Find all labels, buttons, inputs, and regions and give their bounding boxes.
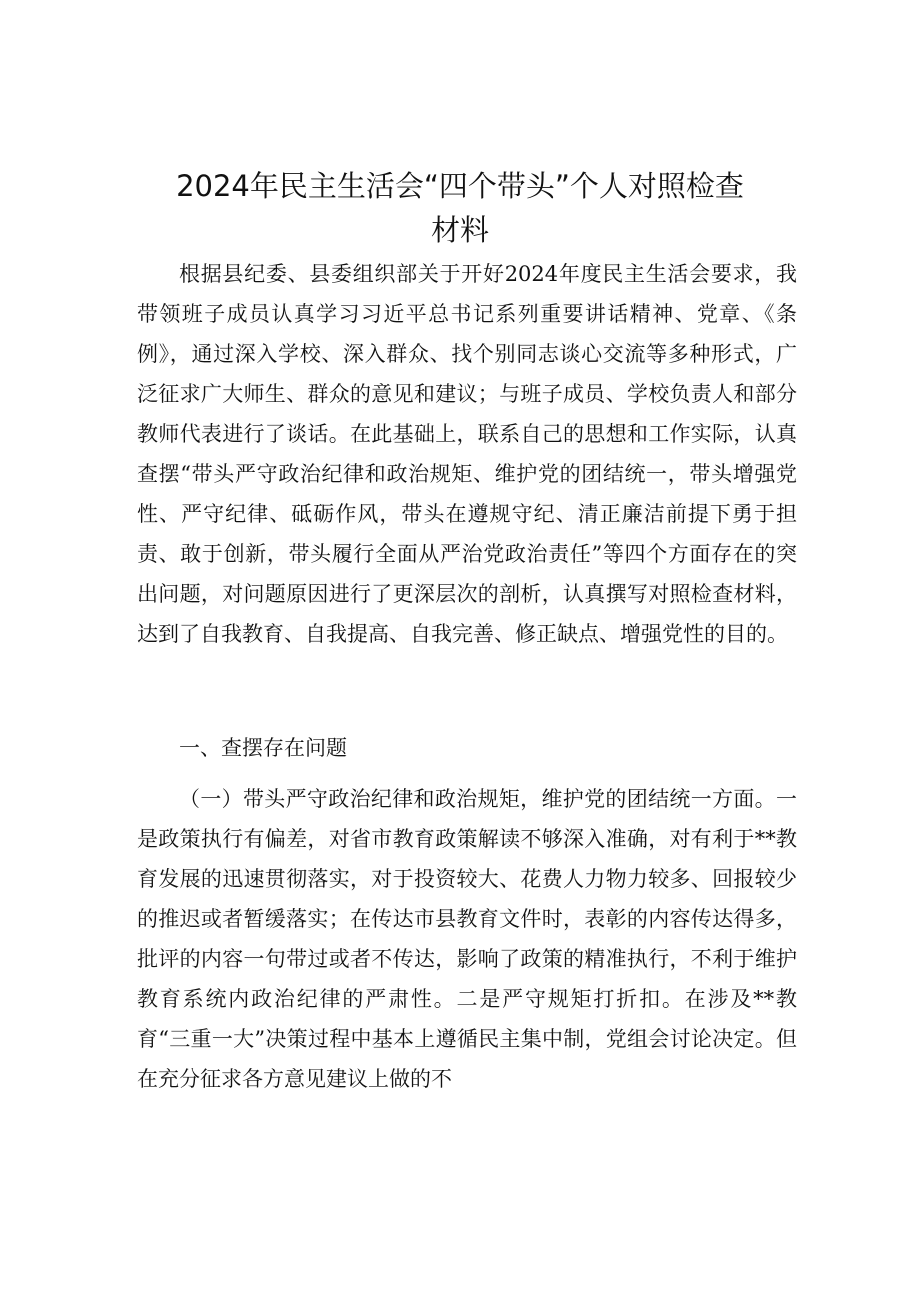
section-heading: 一、查摆存在问题 <box>179 736 347 760</box>
document-title-line-1: 2024年民主生活会“四个带头”个人对照检查 <box>176 169 744 203</box>
intro-paragraph: 根据县纪委、县委组织部关于开好2024年度民主生活会要求，我带领班子成员认真学习习近平总书记系列重要讲话精神、党章、《条例》，通过深入学校、深入群众、找个别同志谈心交流等多种形式，广泛征求广大师生、群众的意见和建议；与班子成员、学校负责人和部分教师代表进行了谈话。在此基础上，联系自己的思想和工作实际，认真查摆“带头严守政治纪律和政治规矩、维护党的团结统一，带头增强党性、严守纪律、砥砺作风，带头在遵规守纪、清正廉洁前提下勇于担责、敢于创新，带头履行全面从严治党政治责任”等四个方面存在的突出问题，对问题原因进行了更深层次的剖析，认真撰写对照检查材料，达到了自我教育、自我提高、自我完善、修正缺点、增强党性的目的。 <box>137 262 797 646</box>
subsection-paragraph: （一）带头严守政治纪律和政治规矩，维护党的团结统一方面。一是政策执行有偏差，对省市教育政策解读不够深入准确，对有利于**教育发展的迅速贯彻落实，对于投资较大、花费人力物力较多、回报较少的推迟或者暂缓落实；在传达市县教育文件时，表彰的内容传达得多，批评的内容一句带过或者不传达，影响了政策的精准执行，不利于维护教育系统内政治纪律的严肃性。二是严守规矩打折扣。在涉及**教育“三重一大”决策过程中基本上遵循民主集中制，党组会讨论决定。但在充分征求各方意见建议上做的不 <box>137 787 797 1091</box>
document-title-line-2: 材料 <box>430 213 489 247</box>
